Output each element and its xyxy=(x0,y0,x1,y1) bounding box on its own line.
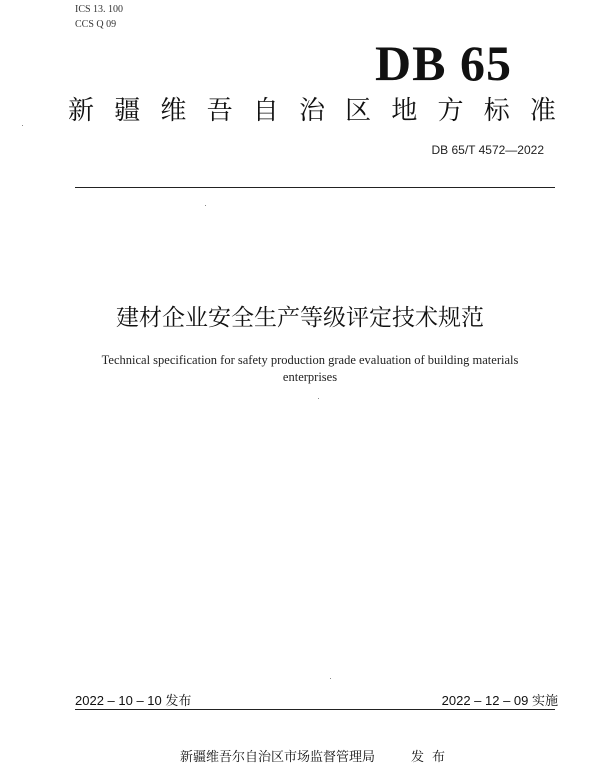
header-divider xyxy=(75,187,555,188)
db-logo: DB 65 xyxy=(375,35,512,91)
standard-type-char: 吾 xyxy=(206,96,233,126)
classification-codes xyxy=(75,2,123,32)
standard-type-heading xyxy=(68,94,556,128)
standard-type-char: 治 xyxy=(298,96,325,126)
standard-type-char: 疆 xyxy=(114,96,141,126)
scan-speck xyxy=(22,125,23,126)
issue-label: 发布 xyxy=(411,750,454,765)
standard-type-char: 新 xyxy=(68,96,95,126)
standard-number: DB 65/T 4572—2022 xyxy=(431,143,544,157)
scan-speck xyxy=(318,398,319,399)
issuing-authority: 新疆维吾尔自治区市场监督管理局 xyxy=(180,750,376,765)
standard-type-char: 地 xyxy=(391,96,418,126)
implement-date: 2022 – 12 – 09 实施 xyxy=(441,693,558,708)
standard-type-char: 区 xyxy=(345,96,372,126)
standard-type-char: 标 xyxy=(483,96,510,126)
title-en-line-2: enterprises xyxy=(282,370,338,384)
standard-type-char: 准 xyxy=(529,96,556,126)
standard-type-char: 维 xyxy=(160,96,187,126)
document-title-cn: 建材企业安全生产等级评定技术规范 xyxy=(116,305,484,331)
standard-type-char: 自 xyxy=(252,96,279,126)
ics-code: ICS 13. 100 xyxy=(75,4,124,15)
ccs-code: CCS Q 09 xyxy=(75,19,117,30)
publish-date: 2022 – 10 – 10 发布 xyxy=(75,693,192,708)
standard-type-char: 方 xyxy=(437,96,464,126)
document-title-en xyxy=(40,352,580,386)
footer-divider xyxy=(75,709,555,710)
scan-speck xyxy=(330,678,331,679)
title-en-line-1: Technical specification for safety production grade evaluation of building materials xyxy=(101,353,519,367)
scan-speck xyxy=(205,205,206,206)
